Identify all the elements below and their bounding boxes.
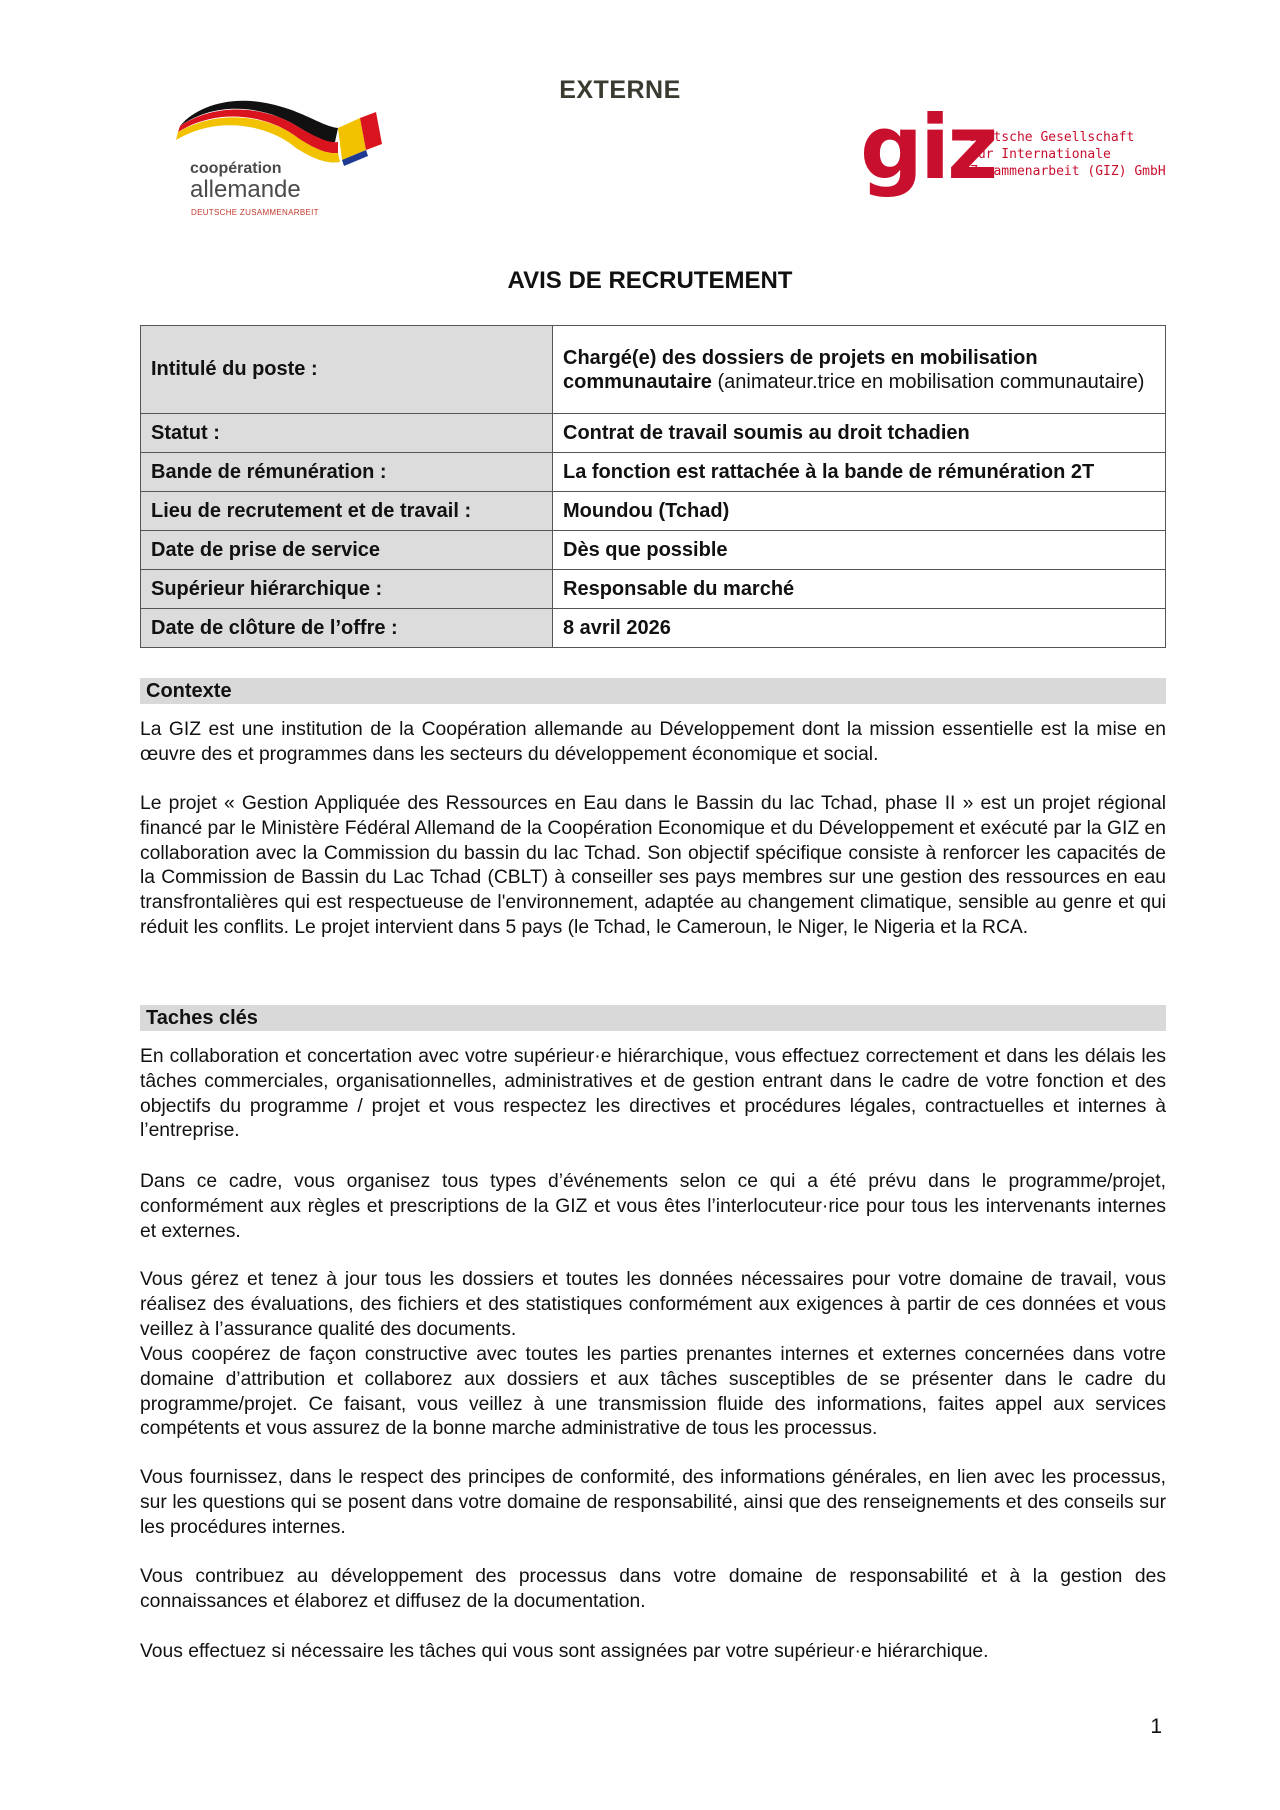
row-label: Intitulé du poste : <box>141 326 553 414</box>
row-label: Supérieur hiérarchique : <box>141 570 553 609</box>
row-value: La fonction est rattachée à la bande de rémunération 2T <box>553 453 1166 492</box>
row-value-bold: Chargé(e) des dossiers de projets en mobilisation communautaire <box>563 346 1038 393</box>
logo-line-1: coopération <box>190 160 282 177</box>
page-number: 1 <box>1150 1715 1162 1738</box>
row-value: Moundou (Tchad) <box>553 492 1166 531</box>
paragraph: Vous fournissez, dans le respect des principes de conformité, des informations générales, en lien avec les processus, sur les questions qui se posent dans votre domaine de responsabilité, ainsi que des renseignements et des conseils sur les procédures internes. <box>140 1467 1166 1538</box>
table-row <box>141 326 1166 414</box>
table-row <box>141 414 1166 453</box>
row-label: Date de clôture de l’offre : <box>141 609 553 648</box>
row-value: Responsable du marché <box>553 570 1166 609</box>
row-value <box>553 326 1166 414</box>
cooperation-allemande-logo <box>170 98 390 228</box>
section-heading-taches: Taches clés <box>140 1005 1166 1031</box>
row-value: 8 avril 2026 <box>553 609 1166 648</box>
row-label: Date de prise de service <box>141 531 553 570</box>
job-info-table <box>140 325 1166 648</box>
flag-swoosh-icon <box>170 98 390 168</box>
row-label: Bande de rémunération : <box>141 453 553 492</box>
logo-line-2: allemande <box>190 176 301 203</box>
section-heading-contexte: Contexte <box>140 678 1166 704</box>
classification-label: EXTERNE <box>559 76 681 104</box>
paragraph: Dans ce cadre, vous organisez tous types d’événements selon ce qui a été prévu dans le programme/projet, conformément aux règles et prescriptions de la GIZ et vous êtes l’interlocuteur·rice pour tous les intervenants internes et externes. <box>140 1171 1166 1242</box>
row-label: Statut : <box>141 414 553 453</box>
row-value-regular: (animateur.trice en mobilisation communautaire) <box>711 370 1145 393</box>
giz-line-2: für Internationale <box>970 147 1111 162</box>
giz-line-3: Zusammenarbeit (GIZ) GmbH <box>970 164 1166 179</box>
paragraph: Vous effectuez si nécessaire les tâches qui vous sont assignées par votre supérieur·e hiérarchique. <box>140 1641 989 1662</box>
giz-line-1: Deutsche Gesellschaft <box>970 130 1135 145</box>
giz-logo <box>860 96 1180 208</box>
paragraph: Vous contribuez au développement des processus dans votre domaine de responsabilité et à la gestion des connaissances et élaborez et diffusez de la documentation. <box>140 1566 1166 1612</box>
table-row <box>141 492 1166 531</box>
row-label: Lieu de recrutement et de travail : <box>141 492 553 531</box>
table-row <box>141 570 1166 609</box>
paragraph: En collaboration et concertation avec votre supérieur·e hiérarchique, vous effectuez correctement et dans les délais les tâches commerciales, organisationnelles, administratives et de gestion entrant dans le cadre de votre fonction et des objectifs du programme / projet et vous respectez les directives et procédures légales, contractuelles et internes à l’entreprise. <box>140 1046 1166 1142</box>
paragraph: La GIZ est une institution de la Coopération allemande au Développement dont la mission essentielle est la mise en œuvre des et programmes dans les secteurs du développement économique et social. <box>140 719 1166 765</box>
row-value: Contrat de travail soumis au droit tchadien <box>553 414 1166 453</box>
row-value: Dès que possible <box>553 531 1166 570</box>
table-row <box>141 609 1166 648</box>
paragraph: Vous coopérez de façon constructive avec toutes les parties prenantes internes et externes concernées dans votre domaine d’attribution et collaborez aux dossiers et aux tâches susceptibles de se présenter dans le cadre du programme/projet. Ce faisant, vous veillez à une transmission fluide des informations, faites appel aux services compétents et vous assurez de la bonne marche administrative de tous les processus. <box>140 1344 1166 1440</box>
giz-mark: giz <box>860 96 996 199</box>
table-row <box>141 453 1166 492</box>
paragraph: Le projet « Gestion Appliquée des Ressources en Eau dans le Bassin du lac Tchad, phase II » est un projet régional financé par le Ministère Fédéral Allemand de la Coopération Economique et du Développement et exécuté par la GIZ en collaboration avec la Commission du bassin du lac Tchad. Son objectif spécifique consiste à renforcer les capacités de la Commission de Bassin du Lac Tchad (CBLT) à conseiller ses pays membres sur une gestion des ressources en eau transfrontalières qui est respectueuse de l'environnement, adaptée au changement climatique, sensible au genre et qui réduit les conflits. Le projet intervient dans 5 pays (le Tchad, le Cameroun, le Niger, le Nigeria et la RCA. <box>140 793 1166 938</box>
logo-line-3: DEUTSCHE ZUSAMMENARBEIT <box>191 208 319 217</box>
page-title: AVIS DE RECRUTEMENT <box>507 267 793 294</box>
paragraph: Vous gérez et tenez à jour tous les dossiers et toutes les données nécessaires pour votre domaine de travail, vous réalisez des évaluations, des fichiers et des statistiques conformément aux exigences à partir de ces données et vous veillez à l’assurance qualité des documents. <box>140 1269 1166 1340</box>
table-row <box>141 531 1166 570</box>
